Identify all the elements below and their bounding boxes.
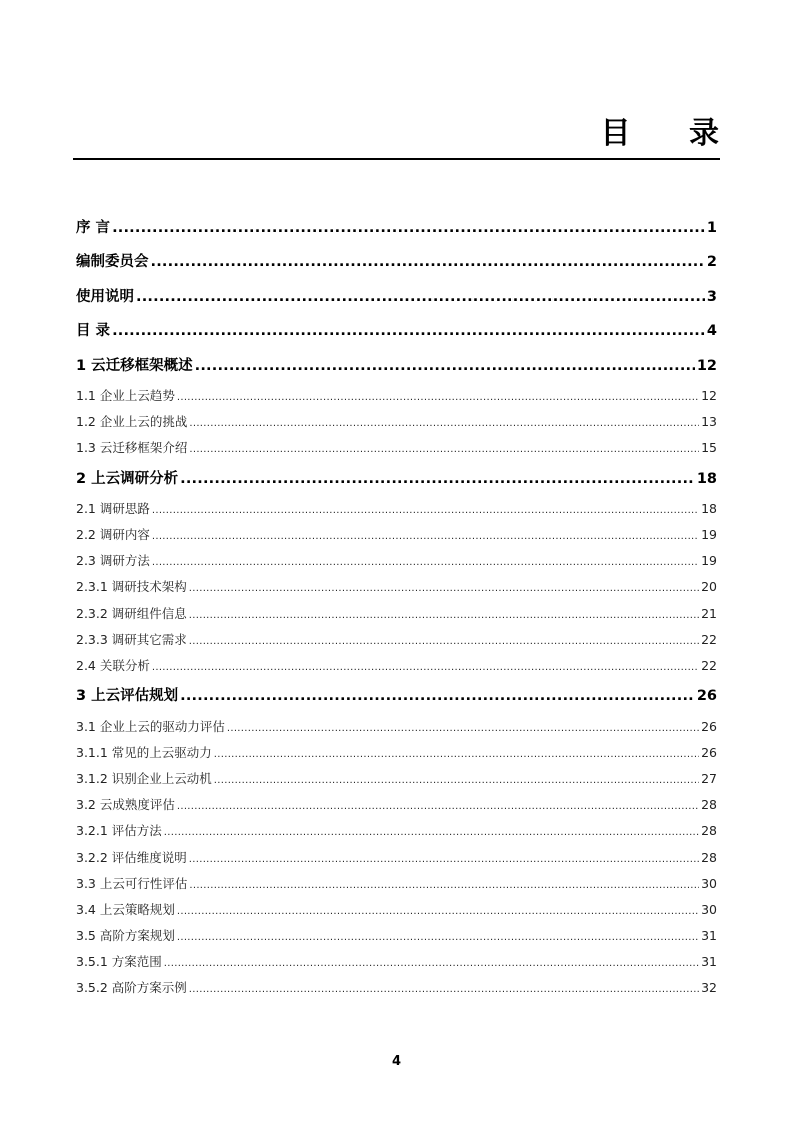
toc-entry-page: 30	[701, 875, 717, 891]
toc-entry[interactable]	[76, 574, 717, 600]
toc-dot-leader	[152, 655, 699, 681]
toc-entry-page: 19	[701, 527, 717, 543]
toc-entry-page: 2	[706, 254, 717, 271]
toc-entry-label: 3.2.2 评估维度说明	[76, 849, 187, 865]
toc-entry-label: 3.4 上云策略规划	[76, 901, 175, 917]
toc-entry[interactable]	[76, 548, 717, 574]
toc-entry-label: 2.4 关联分析	[76, 658, 150, 674]
toc-entry[interactable]	[76, 522, 717, 548]
toc-dot-leader	[164, 951, 699, 977]
toc-entry-page: 22	[701, 631, 717, 647]
toc-entry-label: 3.2.1 评估方法	[76, 823, 162, 839]
toc-entry-page: 31	[701, 954, 717, 970]
toc-dot-leader	[195, 349, 695, 383]
toc-entry-page: 18	[701, 500, 717, 516]
toc-entry-page: 4	[706, 323, 717, 340]
toc-entry-page: 1	[706, 220, 717, 236]
toc-dot-leader	[177, 385, 699, 411]
toc-entry[interactable]	[76, 245, 717, 279]
toc-entry-page: 21	[701, 605, 717, 621]
toc-entry-label: 3.1.2 识别企业上云动机	[76, 770, 212, 786]
toc-entry-page: 26	[701, 718, 717, 734]
toc-entry-label: 1.1 企业上云趋势	[76, 387, 175, 403]
toc-entry-label: 3.5 高阶方案规划	[76, 928, 175, 944]
toc-entry[interactable]	[76, 314, 717, 348]
toc-entry-label: 3.2 云成熟度评估	[76, 797, 175, 813]
toc-dot-leader	[152, 498, 699, 524]
toc-entry-label: 2.1 调研思路	[76, 500, 150, 516]
toc-entry[interactable]	[76, 871, 717, 897]
toc-entry-page: 22	[701, 658, 717, 674]
toc-entry-page: 26	[696, 688, 717, 705]
toc-entry-page: 3	[706, 288, 717, 305]
toc-dot-leader	[189, 437, 699, 463]
toc-entry-label: 3.1.1 常见的上云驱动力	[76, 744, 212, 760]
toc-entry[interactable]	[76, 601, 717, 627]
title-divider	[73, 158, 720, 160]
toc-entry[interactable]	[76, 975, 717, 1001]
toc-entry-page: 32	[701, 980, 717, 996]
toc-dot-leader	[180, 679, 695, 713]
toc-entry[interactable]	[76, 766, 717, 792]
toc-entry[interactable]	[76, 627, 717, 653]
toc-entry-page: 27	[701, 770, 717, 786]
toc-dot-leader	[189, 629, 699, 655]
toc-entry[interactable]	[76, 792, 717, 818]
toc-entry-label: 2.3.2 调研组件信息	[76, 605, 187, 621]
toc-entry[interactable]	[76, 409, 717, 435]
toc-dot-leader	[112, 211, 705, 245]
toc-entry-page: 15	[701, 440, 717, 456]
toc-entry-label: 2.3 调研方法	[76, 553, 150, 569]
toc-entry-label: 2.2 调研内容	[76, 527, 150, 543]
toc-entry[interactable]	[76, 653, 717, 679]
toc-entry-page: 13	[701, 414, 717, 430]
table-of-contents	[76, 211, 717, 1002]
toc-entry[interactable]	[76, 818, 717, 844]
toc-dot-leader	[214, 768, 699, 794]
toc-entry-label: 1 云迁移框架概述	[76, 357, 193, 374]
page-number: 4	[391, 1054, 402, 1069]
toc-entry-label: 3 上云评估规划	[76, 688, 179, 705]
toc-dot-leader	[189, 576, 699, 602]
toc-entry-label: 3.5.1 方案范围	[76, 954, 162, 970]
toc-dot-leader	[164, 820, 699, 846]
toc-entry-page: 31	[701, 928, 717, 944]
toc-entry[interactable]	[76, 714, 717, 740]
toc-entry[interactable]	[76, 211, 717, 245]
toc-dot-leader	[189, 977, 699, 1003]
toc-dot-leader	[180, 462, 695, 496]
toc-dot-leader	[136, 280, 705, 314]
toc-entry-label: 2.3.1 调研技术架构	[76, 579, 187, 595]
page-title: 目 录	[600, 116, 743, 151]
toc-entry[interactable]	[76, 496, 717, 522]
toc-dot-leader	[189, 847, 699, 873]
toc-entry-page: 26	[701, 744, 717, 760]
toc-entry[interactable]	[76, 383, 717, 409]
toc-entry[interactable]	[76, 740, 717, 766]
toc-dot-leader	[227, 716, 699, 742]
toc-entry-label: 1.3 云迁移框架介绍	[76, 440, 188, 456]
toc-entry-page: 19	[701, 553, 717, 569]
toc-entry-page: 20	[701, 579, 717, 595]
toc-entry-page: 30	[701, 901, 717, 917]
toc-dot-leader	[151, 245, 705, 279]
toc-entry-page: 28	[701, 849, 717, 865]
toc-entry[interactable]	[76, 435, 717, 461]
toc-entry-label: 目 录	[76, 323, 111, 340]
toc-entry-page: 18	[696, 470, 717, 487]
toc-dot-leader	[152, 524, 699, 550]
toc-dot-leader	[177, 925, 699, 951]
toc-entry[interactable]	[76, 280, 717, 314]
toc-entry-page: 28	[701, 823, 717, 839]
toc-entry-label: 3.3 上云可行性评估	[76, 875, 188, 891]
toc-entry[interactable]	[76, 349, 717, 383]
toc-entry-label: 序 言	[76, 220, 111, 236]
toc-entry-page: 12	[696, 357, 717, 374]
toc-entry-label: 使用说明	[76, 288, 134, 305]
toc-entry[interactable]	[76, 462, 717, 496]
toc-entry-label: 编制委员会	[76, 254, 149, 271]
toc-entry[interactable]	[76, 679, 717, 713]
toc-entry[interactable]	[76, 949, 717, 975]
toc-entry-page: 12	[701, 387, 717, 403]
toc-entry-label: 1.2 企业上云的挑战	[76, 414, 188, 430]
toc-dot-leader	[214, 742, 699, 768]
toc-entry-label: 2 上云调研分析	[76, 470, 179, 487]
toc-dot-leader	[177, 899, 699, 925]
toc-dot-leader	[189, 873, 699, 899]
toc-entry[interactable]	[76, 923, 717, 949]
toc-entry[interactable]	[76, 845, 717, 871]
toc-entry-label: 3.1 企业上云的驱动力评估	[76, 718, 225, 734]
toc-entry[interactable]	[76, 897, 717, 923]
toc-dot-leader	[152, 550, 699, 576]
toc-entry-label: 2.3.3 调研其它需求	[76, 631, 187, 647]
toc-entry-page: 28	[701, 797, 717, 813]
toc-dot-leader	[189, 603, 699, 629]
toc-dot-leader	[189, 411, 699, 437]
toc-entry-label: 3.5.2 高阶方案示例	[76, 980, 187, 996]
toc-dot-leader	[112, 314, 705, 348]
toc-dot-leader	[177, 794, 699, 820]
